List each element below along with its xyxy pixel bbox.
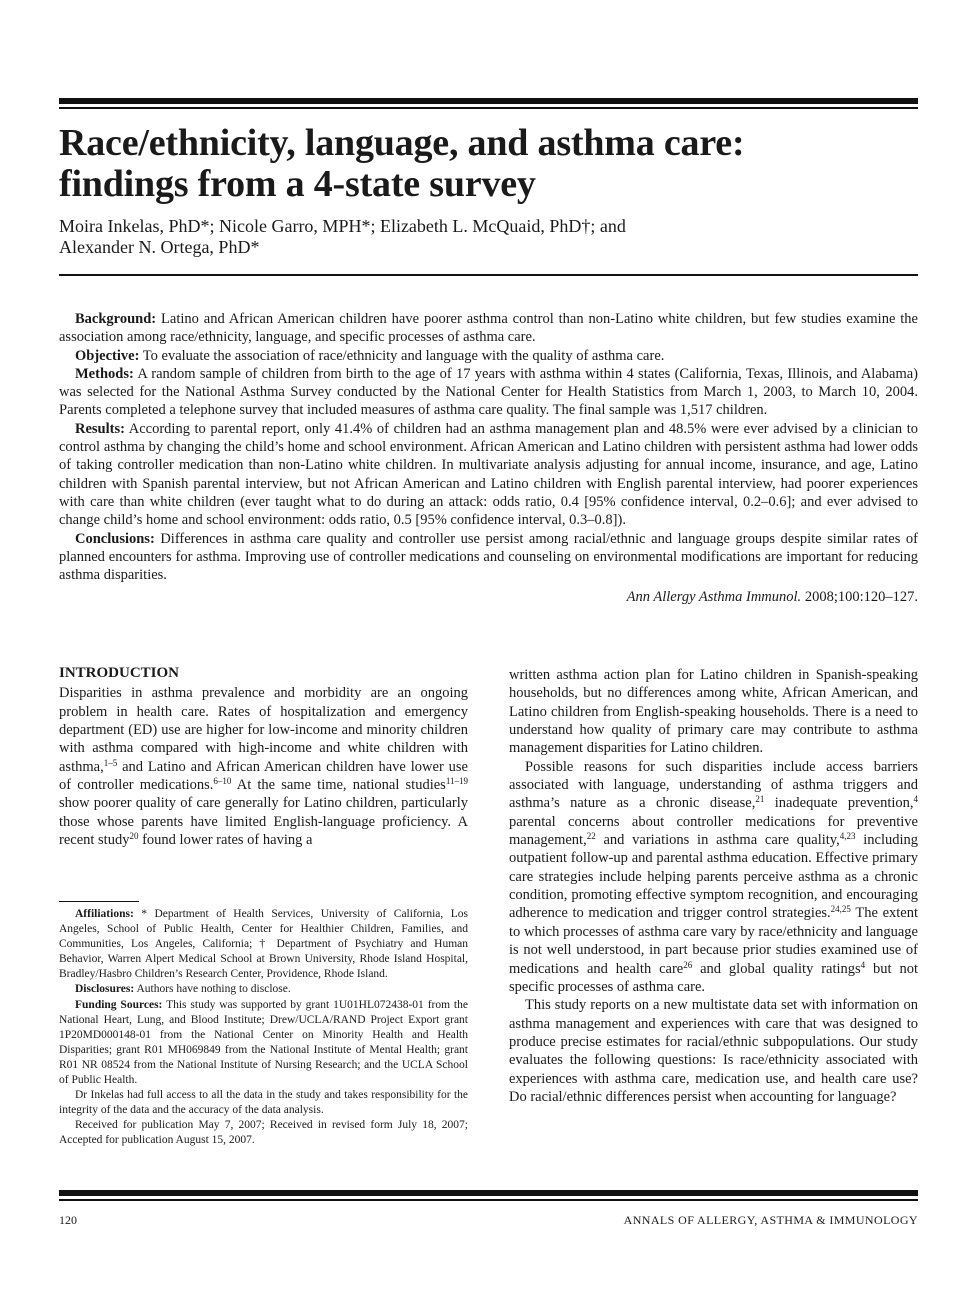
conclusions-label: Conclusions: [75,530,155,547]
body-text: parental concerns about controller medications for preventive management, [509,813,918,849]
header-rule-thick [59,98,918,104]
intro-text: and Latino and African American children have lower use of controller medications. [59,758,468,794]
body-text: inadequate prevention, [764,795,914,812]
footnote-access: Dr Inkelas had full access to all the data in the study and takes responsibility for the integrity of the data and the accuracy of the data analysis. [59,1089,468,1117]
footnote-disclosures [59,982,468,997]
authors-line-2: Alexander N. Ortega, PhD* [59,237,260,257]
body-text: but not specific processes of asthma care. [509,960,918,995]
citation-sup: 1–5 [103,757,118,768]
section-heading-introduction: INTRODUCTION [59,665,180,681]
left-column [59,664,468,849]
citation [59,588,918,606]
results-label: Results: [75,420,125,437]
citation-sup: 4 [913,794,919,805]
body-text: The extent to which processes of asthma care vary by race/ethnicity and language is not well understood, in part because prior studies examined use of medications and health care [509,905,918,977]
title-line-2: findings from a 4-state survey [59,163,536,205]
footer-rule-thick [59,1190,918,1196]
abstract-background [59,310,918,347]
methods-label: Methods: [75,365,134,382]
background-label: Background: [75,311,157,327]
citation-sup: 21 [755,794,765,805]
intro-text: show poorer quality of care generally for Latino children, particularly those whose parents have limited English-language proficiency. A recent study [59,795,468,849]
footnotes [59,907,468,1149]
right-paragraph-2 [509,758,918,996]
right-paragraph-1: written asthma action plan for Latino children in Spanish-speaking households, but no differences among white, African American, and Latino children from English-speaking households. There is a need to understand how quality of primary care may contribute to asthma management disparities for Latino children. [509,667,918,757]
affiliations-text: * Department of Health Services, University of California, Los Angeles, School of Public Health, Center for Healthier Children, Families, and Communities, Los Angeles, California; † Department of Psychiatry and Human Behavior, Warren Alpert Medical School at Brown University, Rhode Island Hospital, Bradley/Hasbro Children’s Research Center, Providence, Rhode Island. [59,908,468,981]
results-text: According to parental report, only 41.4% of children had an asthma management plan and 48.5% were ever advised by a clinician to control asthma by changing the child’s home and school environment. African American and Latino children with persistent asthma had lower odds of taking controller medication than non-Latino white children. In multivariate analysis adjusting for annual income, insurance, and age, Latino children with Spanish parental interview, but not African American and Latino children with English parental interview, had poorer experiences with care than white children (ever taught what to do during an attack: odds ratio, 0.4 [95% confidence interval, 0.2–0.6]; and ever advised to change child’s home and school environment: odds ratio, 0.5 [95% confidence interval, 0.3–0.8]). [59,420,918,529]
footnote-affiliations [59,907,468,982]
affiliations-label: Affiliations: [75,908,134,920]
objective-label: Objective: [75,347,140,364]
body-text: Possible reasons for such disparities include access barriers associated with language, understanding of asthma triggers and asthma’s nature as a chronic disease, [509,758,918,812]
abstract-objective [59,347,918,365]
intro-paragraph-1 [59,684,468,849]
objective-text: To evaluate the association of race/ethnicity and language with the quality of asthma care. [139,347,665,364]
abstract-conclusions [59,530,918,585]
citation-sup: 22 [586,831,596,842]
title-line-1: Race/ethnicity, language, and asthma care: [59,122,745,164]
journal-running-footer: ANNALS OF ALLERGY, ASTHMA & IMMUNOLOGY [623,1213,918,1227]
abstract-methods [59,365,918,420]
article-title [59,123,919,205]
disclosures-label: Disclosures: [75,983,135,996]
conclusions-text: Differences in asthma care quality and controller use persist among racial/ethnic and language groups despite similar rates of planned encounters for asthma. Improving use of controller medications and counseling on environmental modifications are important for reducing asthma disparities. [59,530,918,584]
citation-sup: 6–10 [213,776,232,787]
right-column [509,666,918,1106]
intro-text: found lower rates of having a [138,832,313,849]
footnote-rule [59,901,139,902]
abstract-results [59,420,918,530]
abstract-top-rule [59,274,918,276]
disclosures-text: Authors have nothing to disclose. [134,983,291,996]
header-rule-thin [59,107,918,109]
body-text: including outpatient follow-up and parental asthma education. Effective primary care strategies include helping parents perceive asthma as a chronic condition, promoting effective symptom recognition, and encouraging adherence to medication and trigger control strategies. [509,832,918,922]
methods-text: A random sample of children from birth to the age of 17 years with asthma within 4 states (California, Texas, Illinois, and Alabama) was selected for the National Asthma Survey conducted by the National Center for Health Statistics from March 1, 2003, to March 10, 2004. Parents completed a telephone survey that included measures of asthma care quality. The final sample was 1,517 children. [59,365,918,419]
author-list [59,216,919,258]
background-text: Latino and African American children have poorer asthma control than non-Latino white children, but few studies examine the association among race/ethnicity, language, and specific processes of asthma care. [59,311,918,346]
abstract [59,310,918,607]
citation-sup: 4 [860,959,866,970]
citation-sup: 4,23 [839,831,856,842]
footnote-funding [59,998,468,1089]
footer-rule-thin [59,1199,918,1201]
footnote-received: Received for publication May 7, 2007; Received in revised form July 18, 2007; Accepted for publication August 15, 2007. [59,1119,468,1147]
intro-text: Disparities in asthma prevalence and morbidity are an ongoing problem in health care. Rates of hospitalization and emergency department (ED) use are higher for low-income and minority children with asthma compared with high-income and white children with asthma, [59,685,468,775]
body-text: and variations in asthma care quality, [595,832,840,849]
right-paragraph-3: This study reports on a new multistate data set with information on asthma management and experiences with care that was designed to produce precise estimates for racial/ethnic subpopulations. Our study evaluates the following questions: Is race/ethnicity associated with experiences with asthma care, medication use, and health care use? Do racial/ethnic differences persist when accounting for language? [509,997,918,1105]
citation-sup: 24,25 [830,904,851,915]
citation-sup: 20 [129,831,139,842]
authors-line-1: Moira Inkelas, PhD*; Nicole Garro, MPH*; Elizabeth L. McQuaid, PhD†; and [59,216,626,236]
page-number: 120 [59,1213,77,1227]
citation-journal: Ann Allergy Asthma Immunol. [626,589,802,606]
citation-sup: 11–19 [445,776,468,787]
citation-sup: 26 [683,959,693,970]
funding-text: This study was supported by grant 1U01HL072438-01 from the National Heart, Lung, and Blood Institute; Drew/UCLA/RAND Project Export grant 1P20MD000148-01 from the National Center on Minority Health and Health Disparities; grant R01 MH069849 from the National Institute of Mental Health; grant R01 NR 08524 from the National Institute of Nursing Research; and the UCLA School of Public Health. [59,998,468,1087]
citation-ref: 2008;100:120–127. [801,589,918,606]
body-text: and global quality ratings [692,960,861,977]
intro-text: At the same time, national studies [231,777,446,794]
funding-label: Funding Sources: [75,998,163,1011]
